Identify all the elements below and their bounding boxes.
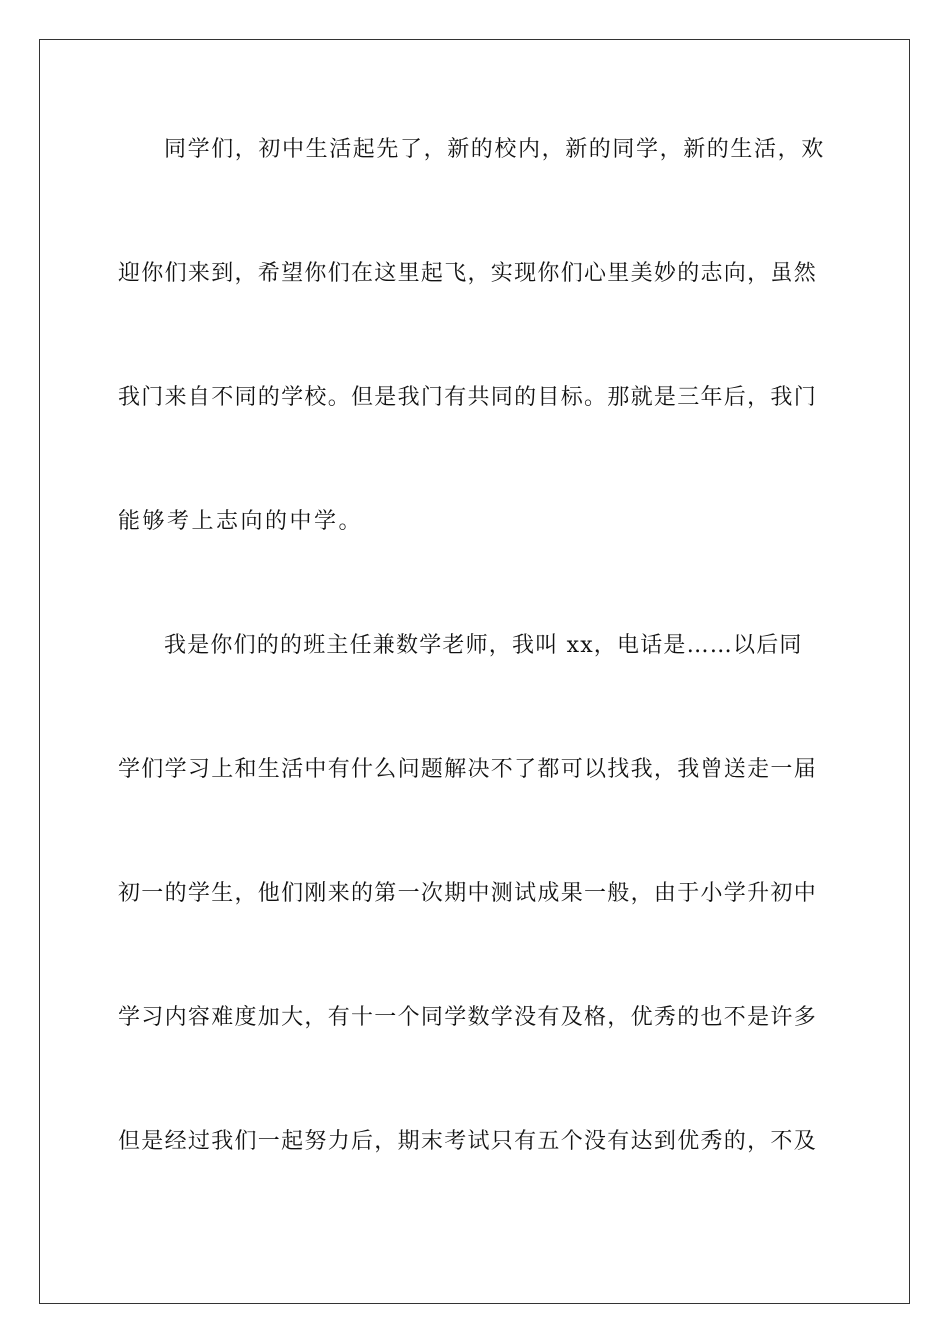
paragraph-2-line-5: 但是经过我们一起努力后，期末考试只有五个没有达到优秀的，不及 — [118, 1129, 818, 1154]
page-frame — [39, 39, 910, 1304]
paragraph-1-line-3: 我门来自不同的学校。但是我门有共同的目标。那就是三年后，我门 — [118, 385, 818, 410]
paragraph-2-line-3: 初一的学生，他们刚来的第一次期中测试成果一般，由于小学升初中 — [118, 881, 818, 906]
paragraph-2-line-2: 学们学习上和生活中有什么问题解决不了都可以找我，我曾送走一届 — [118, 757, 818, 782]
paragraph-1-line-2: 迎你们来到，希望你们在这里起飞，实现你们心里美妙的志向，虽然 — [118, 261, 818, 286]
paragraph-1-line-4: 能够考上志向的中学。 — [118, 509, 364, 534]
paragraph-2-line-4: 学习内容难度加大，有十一个同学数学没有及格，优秀的也不是许多 — [118, 1005, 818, 1030]
paragraph-1-line-1: 同学们，初中生活起先了，新的校内，新的同学，新的生活，欢 — [164, 137, 825, 162]
paragraph-2-line-1: 我是你们的的班主任兼数学老师，我叫 xx，电话是……以后同 — [164, 633, 803, 658]
